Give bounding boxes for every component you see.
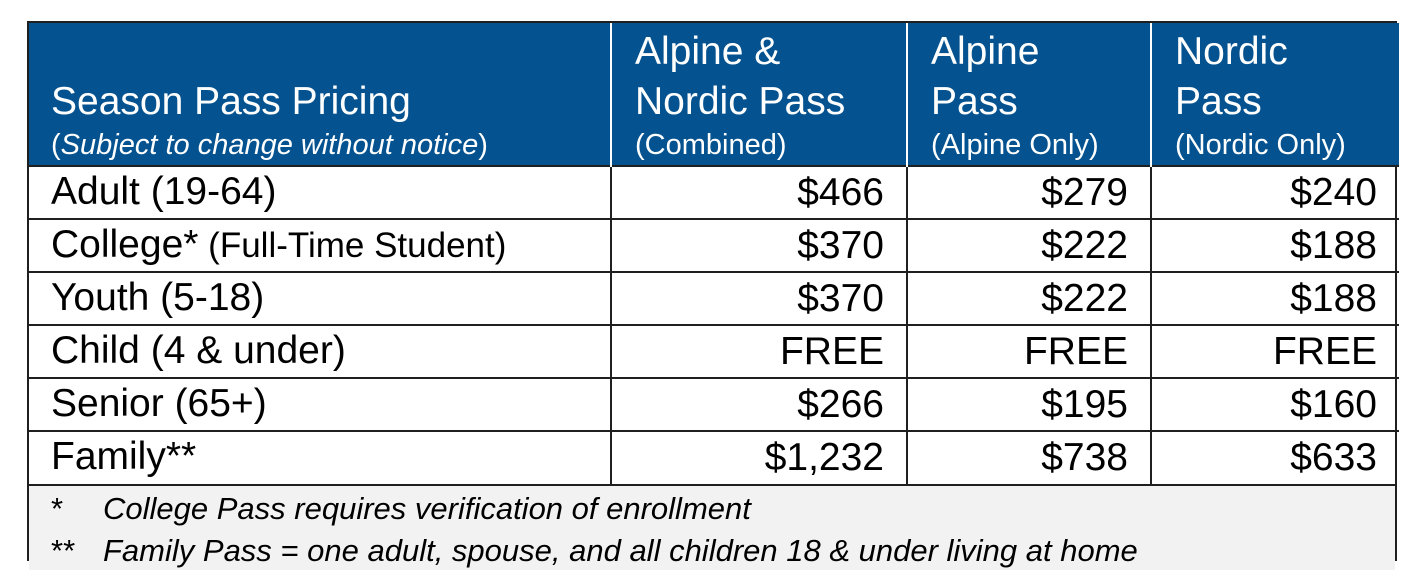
- price-nordic: $633: [1151, 431, 1399, 484]
- header-title-cell: [29, 23, 611, 166]
- price-alpine: $738: [907, 431, 1151, 484]
- column-heading-note: (Alpine Only): [931, 129, 1099, 161]
- header-alpine-nordic: [611, 23, 907, 166]
- footnote-college: [51, 488, 1395, 530]
- header-row: [29, 23, 1399, 166]
- table-row-adult: [29, 166, 1399, 219]
- pricing-grid: [29, 23, 1399, 484]
- price-alpine: $195: [907, 378, 1151, 431]
- column-heading-line2: Nordic Pass: [635, 80, 846, 123]
- season-pass-pricing-table: [27, 21, 1397, 568]
- table-row-youth: [29, 272, 1399, 325]
- subtitle-text: Subject to change without notice: [60, 129, 479, 161]
- price-alpine-nordic: $1,232: [611, 431, 907, 484]
- subtitle-close-paren: ): [478, 129, 488, 161]
- column-heading-line1: Nordic: [1175, 30, 1288, 73]
- row-label: Family**: [29, 431, 611, 484]
- price-alpine-nordic: $466: [611, 166, 907, 219]
- price-nordic: $240: [1151, 166, 1399, 219]
- row-label: Adult (19-64): [29, 166, 611, 219]
- table-body: [29, 166, 1399, 484]
- price-alpine: FREE: [907, 325, 1151, 378]
- row-label: College* (Full-Time Student): [29, 219, 611, 272]
- price-alpine: $222: [907, 272, 1151, 325]
- price-nordic: $188: [1151, 219, 1399, 272]
- column-heading-note: (Nordic Only): [1175, 129, 1346, 161]
- footnote-family: [51, 530, 1395, 572]
- footnote-mark: *: [51, 490, 64, 526]
- row-label-note: (Full-Time Student): [198, 226, 507, 265]
- footnote-text: Family Pass = one adult, spouse, and all children 18 & under living at home: [103, 532, 1138, 568]
- table-subtitle: [51, 127, 610, 163]
- header-nordic: [1151, 23, 1399, 166]
- table-title: Season Pass Pricing: [51, 80, 411, 123]
- row-label: Child (4 & under): [29, 325, 611, 378]
- price-alpine: $279: [907, 166, 1151, 219]
- table-row-college: [29, 219, 1399, 272]
- row-label: Senior (65+): [29, 378, 611, 431]
- price-nordic: $188: [1151, 272, 1399, 325]
- price-alpine-nordic: $370: [611, 272, 907, 325]
- column-heading-line1: Alpine &: [635, 30, 781, 73]
- footnotes: [29, 484, 1395, 570]
- subtitle-open-paren: (: [51, 129, 61, 161]
- header-alpine: [907, 23, 1151, 166]
- price-alpine: $222: [907, 219, 1151, 272]
- column-heading-note: (Combined): [635, 129, 787, 161]
- table-header: [29, 23, 1399, 166]
- footnote-text: College Pass requires verification of enrollment: [103, 490, 751, 526]
- table-row-senior: [29, 378, 1399, 431]
- column-heading-line2: Pass: [1175, 80, 1262, 123]
- price-alpine-nordic: FREE: [611, 325, 907, 378]
- price-alpine-nordic: $266: [611, 378, 907, 431]
- price-nordic: $160: [1151, 378, 1399, 431]
- table-row-child: [29, 325, 1399, 378]
- price-alpine-nordic: $370: [611, 219, 907, 272]
- column-heading-line1: Alpine: [931, 30, 1040, 73]
- price-nordic: FREE: [1151, 325, 1399, 378]
- column-heading-line2: Pass: [931, 80, 1018, 123]
- table-row-family: [29, 431, 1399, 484]
- row-label: Youth (5-18): [29, 272, 611, 325]
- footnote-mark: **: [51, 532, 76, 568]
